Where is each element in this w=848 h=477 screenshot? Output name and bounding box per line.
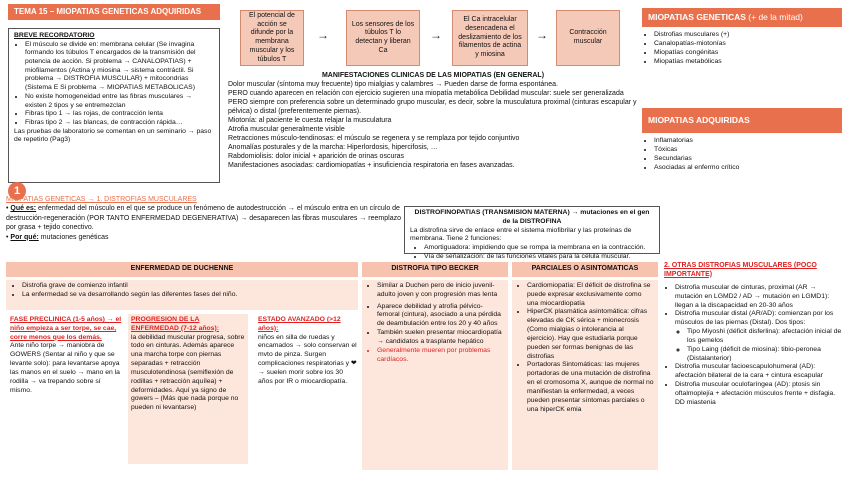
list-item: • Tóxicas [654, 145, 842, 154]
adquiridas-panel [642, 108, 842, 172]
adquiridas-header: MIOPATIAS ADQUIRIDAS [642, 108, 842, 133]
list-item: • Asociadas al enfermo crítico [654, 163, 842, 172]
duchenne-summary [6, 280, 358, 310]
recordatorio-heading: BREVE RECORDATORIO [14, 32, 95, 39]
page-title: TEMA 15 – MIOPATIAS GENETICAS ADQUIRIDAS [8, 4, 220, 20]
list-item: • Distrofia muscular facioescapulohumeral (AD): afectación bilateral de la cara + cintura escapular [675, 363, 844, 381]
list-item: • Distrofia muscular distal (AR/AD): comienzan por los músculos de las piernas (Distal). Dos tipos: ◦ Tipo Miyoshi (déficit disferlina): afectación inicial de los gemelos ◦ Tipo Laing (déficit de miosina): tibio-peronea (Distalanterior) [675, 310, 844, 363]
recordatorio-item: • Fibras tipo 2 → las blancas, de contracción rápida… [25, 119, 214, 128]
duchenne-header: ENFERMEDAD DE DUCHENNE [6, 262, 358, 277]
fase2-title: PROGRESION DE LA ENFERMEDAD (7-12 años): [131, 316, 219, 332]
geneticas-panel [642, 8, 842, 66]
fase3-text: niños en silla de ruedas y encamados → solo conservan el mvto de pinza. Surgen complicaciones respiratorias y ❤ → suelen morir sobre los 30 años por IR o miocardiopatía. [258, 333, 357, 385]
flow-step: El potencial de acción se difunde por la membrana muscular y los túbulos T [240, 10, 304, 66]
clinicas-line: Anomalías posturales y de la marcha: Hiperlordosis, hipercifosis, … [228, 143, 438, 151]
list-item: • También suelen presentar miocardiopatía → candidatos a trasplante hepático [377, 329, 504, 347]
clinicas-line: Retracciones músculo-tendinosas: el músculo se regenera y se remplaza por tejido conjuntivo [228, 134, 520, 142]
arrow-right-icon: → [536, 28, 548, 42]
list-item: • Generalmente mueren por problemas cardíacos. [377, 347, 504, 365]
list-item: • Aparece debilidad y atrofia pélvico-femoral (cintura), asociado a una pérdida de deambulación entre los 20 y 40 años [377, 303, 504, 329]
list-item: • La enfermedad se va desarrollando según las diferentes fases del niño. [22, 291, 354, 300]
recordatorio-item: • No existe homogeneidad entre las fibras musculares → existen 2 tipos y se entremezclan [25, 93, 214, 110]
otras-header: 2. OTRAS DISTROFIAS MUSCULARES (POCO IMPORTANTE) [664, 262, 817, 278]
distrofinopatias-title: DISTROFINOPATIAS (TRANSMISION MATERNA) → mutaciones en el gen de la DISTROFINA [414, 209, 650, 225]
clinicas-line: Rabdomiolisis: dolor inicial + aparición de orinas oscuras [228, 152, 405, 160]
fase1-text: Ante niño torpe → maniobra de GOWERS (Sentar al niño y que se levante solo): para levantarse apoya las manos en el suelo → mano en la rodilla → va trepando sobre sí mismo. [10, 342, 120, 394]
list-item: • Miopatías congénitas [654, 48, 842, 57]
clinicas-line: Manifestaciones asociadas: cardiomiopatías + insuficiencia respiratoria en fases avanzadas. [228, 161, 515, 169]
arrow-right-icon: → [317, 28, 329, 42]
geneticas-header: MIOPATIAS GENETICAS (+ de la mitad) [642, 8, 842, 27]
duchenne-fase1 [10, 316, 124, 395]
clinicas-line: Atrofia muscular generalmente visible [228, 125, 345, 133]
fase1-title: FASE PRECLINICA (1-5 años) → el niño empieza a ser torpe, se cae, corre menos que los demás. [10, 316, 122, 341]
list-item: • Cardiomiopatía: El déficit de distrofina se puede expresar exclusivamente como una miocardiopatía [527, 282, 654, 308]
duchenne-fase3 [258, 316, 358, 387]
recordatorio-box [8, 28, 220, 183]
list-item: • Vía de señalización: de las funciones vitales para la célula muscular. [424, 253, 654, 262]
becker-header: DISTROFIA TIPO BECKER [362, 262, 508, 277]
distrofinopatias-box [404, 206, 660, 261]
otras-column [664, 284, 844, 408]
list-item: ◦ Tipo Laing (déficit de miosina): tibio-peronea (Distalanterior) [687, 346, 844, 364]
recordatorio-item: • El músculo se divide en: membrana celular (Se invagina formando los túbulos T encargados de la transmisión del potencia de acción. Si problema → CANALOPATIAS) + miofilamentos (Actina y miosina → sistema contráctil. Si problema → DISTROFIA MUSCULAR) + mitocondrias (Sistema E Si problema → MIOPATIAS METABOLICAS) [25, 41, 214, 93]
flow-step: El Ca intracelular desencadena el deslizamiento de los filamentos de actina y miosina [452, 10, 528, 66]
list-item: • Distrofia muscular oculofaríngea (AD): ptosis sin oftalmoplejía + afectación músculos frente + disfagia. DD miastenia [675, 381, 844, 407]
list-item: • Similar a Duchen pero de inicio juvenil-adulto joven y con progresión mas lenta [377, 282, 504, 300]
recordatorio-item: • Fibras tipo 1 → las rojas, de contracción lenta [25, 110, 214, 119]
porque-line: • Por qué: mutaciones genéticas [6, 233, 109, 241]
flow-step: Contracción muscular [556, 10, 620, 66]
fase3-title: ESTADO AVANZADO (>12 años): [258, 316, 341, 332]
list-item: • Canalopatías-miotonías [654, 39, 842, 48]
clinicas-heading: MANIFESTACIONES CLINICAS DE LAS MIOPATIAS (EN GENERAL) [321, 72, 545, 79]
list-item: • Secundarias [654, 154, 842, 163]
section-title: MIOPATIAS GENETICAS → 1. DISTROFIAS MUSCULARES [6, 196, 197, 203]
list-item: • Amortiguadora: impidiendo que se rompa la membrana en la contracción. [424, 244, 654, 253]
arrow-right-icon: → [430, 28, 442, 42]
list-item: • Inflamatorias [654, 136, 842, 145]
list-item: • Distrofias musculares (+) [654, 30, 842, 39]
recordatorio-footer: Las pruebas de laboratorio se comentan en un seminario → paso de repetirlo (Pag3) [14, 127, 212, 144]
asinto-column [512, 280, 658, 470]
fase2-text: la debilidad muscular progresa, sobre todo en cinturas. Además aparece una marcha torpe con piernas separadas + retracción musculotendinosa (semiflexión de rodillas + retracción aquílea) + deformidades. Aquí ya signo de gowers – (Más que nada porque no pueden ni levantarse) [131, 333, 245, 412]
list-item: • Portadoras Sintomáticas: las mujeres portadoras de una mutación de distrofina en el cromosoma X, aunque de normal no manifiestan la enfermedad, a veces pueden presentar síntomas parciales o una hiperCK emia [527, 361, 654, 414]
distrofinopatias-intro: La distrofina sirve de enlace entre el sistema miofibrilar y las proteínas de membrana. Tiene 2 funciones: [410, 226, 632, 243]
section-number-badge: 1 [8, 182, 26, 200]
clinicas-line: Miotonía: al paciente le cuesta relajar la musculatura [228, 116, 392, 124]
distrofias-intro [6, 195, 404, 242]
list-item: • HiperCK plasmática asintomática: cifras elevadas de CK sérica + mionecrosis (Como mialgias o intolerancia al ejercicio). Hay que estudiarla porque pueden ser formas benignas de las distrofias [527, 308, 654, 361]
clinicas-line: PERO cuando aparecen en relación con ejercicio sugieren una miopatía metabólica Debilidad muscular: suele ser generalizada PERO siempre con preferencia sobre un determinado grupo muscular, es decir, sobre la musculatura proximal (cinturas escapular y pélvica) o distal (preferentemente piernas). [228, 89, 637, 115]
list-item: • Distrofia muscular de cinturas, proximal (AR → mutación en LGMD2 / AD → mutación en LGMD1): llegan a la discapacidad en 20-30 años [675, 284, 844, 310]
clinicas-section [228, 72, 638, 170]
list-item: ◦ Tipo Miyoshi (déficit disferlina): afectación inicial de los gemelos [687, 328, 844, 346]
duchenne-fase2 [128, 314, 248, 464]
asinto-header: PARCIALES O ASINTOMATICAS [512, 262, 658, 277]
list-item: • Miopatías metabólicas [654, 57, 842, 66]
clinicas-line: Dolor muscular (síntoma muy frecuente) tipo mialgias y calambres → Pueden darse de forma espontánea. [228, 80, 558, 88]
list-item: • Distrofia grave de comienzo infantil [22, 282, 354, 291]
flow-step: Los sensores de los túbulos T lo detectan y liberan Ca [346, 10, 420, 66]
becker-column [362, 280, 508, 470]
que-es-line: • Qué es: enfermedad del músculo en el que se produce un fenómeno de autodestrucción → el músculo entra en un círculo de destrucción-regeneración (POR TANTO ENFERMEDAD DEGENERATIVA) → desaparecen las fibras musculares → reemplazo por grasa + tejido conectivo. [6, 205, 401, 232]
